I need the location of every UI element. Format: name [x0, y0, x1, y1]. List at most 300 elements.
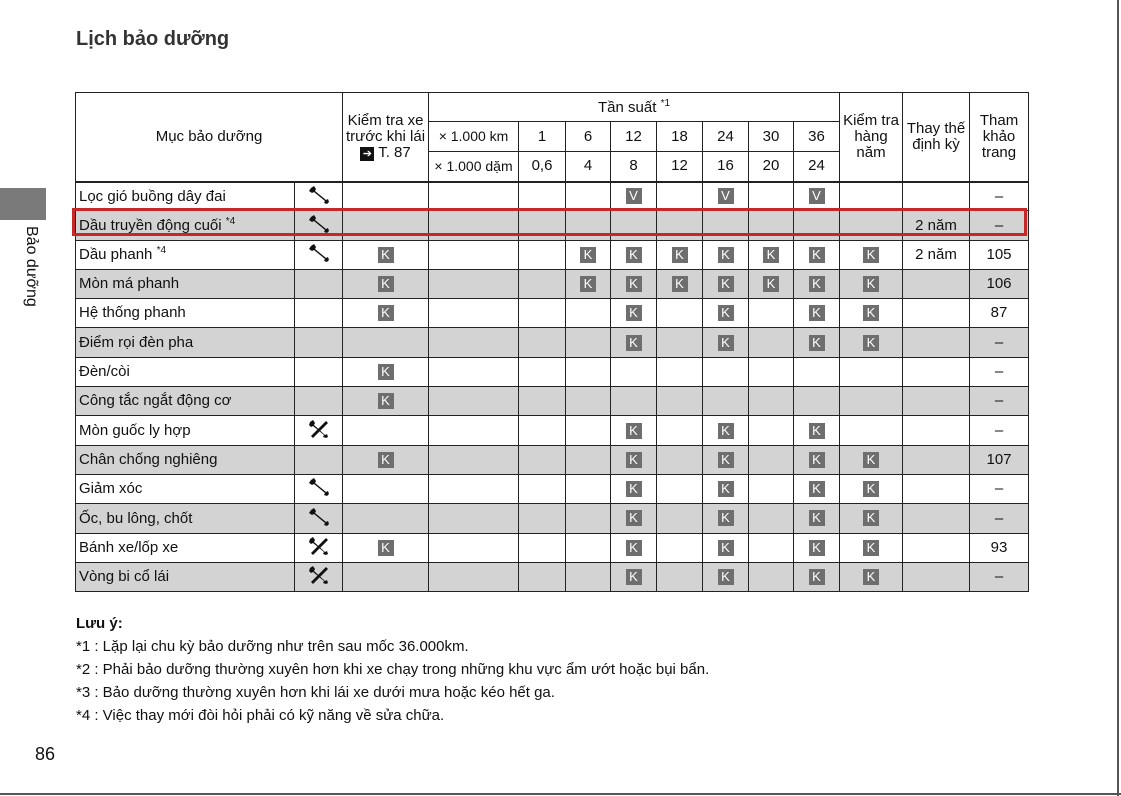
note-line: *4 : Việc thay mới đòi hỏi phải có kỹ năng về sửa chữa. — [76, 707, 445, 724]
annual-cell — [840, 416, 903, 445]
frequency-cell — [566, 211, 611, 240]
header-replace: Thay thế định kỳ — [903, 93, 970, 182]
frequency-cell — [749, 562, 794, 591]
frequency-cell — [794, 562, 840, 591]
item-name: Công tắc ngắt động cơ — [79, 392, 232, 410]
unit-blank-cell — [429, 474, 519, 503]
frequency-cell — [566, 416, 611, 445]
frequency-cell — [519, 474, 566, 503]
mile-interval-cell: 12 — [657, 152, 703, 182]
ref-page-cell: 93 — [970, 533, 1029, 562]
annual-cell — [840, 533, 903, 562]
replace-cell — [903, 182, 970, 211]
frequency-cell — [657, 416, 703, 445]
table-row — [76, 182, 1029, 211]
inspect-mark-icon: K — [809, 423, 825, 439]
frequency-cell — [519, 416, 566, 445]
notes-label: Lưu ý: — [76, 615, 123, 632]
table-row — [76, 211, 1029, 240]
frequency-cell — [703, 474, 749, 503]
inspect-mark-icon: K — [626, 540, 642, 556]
precheck-cell — [343, 299, 429, 328]
item-name-cell — [76, 182, 295, 211]
item-name: Điểm rọi đèn pha — [79, 333, 194, 351]
annual-cell — [840, 211, 903, 240]
item-name-cell — [76, 533, 295, 562]
item-note: *4 — [225, 216, 236, 228]
inspect-mark-icon: K — [809, 452, 825, 468]
frequency-cell — [703, 211, 749, 240]
item-name: Hệ thống phanh — [79, 304, 186, 322]
precheck-cell — [343, 533, 429, 562]
frequency-cell — [749, 182, 794, 211]
frequency-cell — [703, 328, 749, 357]
header-precheck-label: Kiểm tra xe trước khi lái — [345, 112, 426, 145]
replace-cell — [903, 357, 970, 386]
tool-cell — [295, 504, 343, 533]
mile-interval-cell: 8 — [611, 152, 657, 182]
page-number: 86 — [35, 744, 56, 764]
frequency-cell — [794, 240, 840, 269]
wrench-icon — [308, 514, 330, 531]
page-edge-right — [1117, 0, 1119, 796]
km-interval-cell: 6 — [566, 122, 611, 152]
frequency-cell — [794, 474, 840, 503]
item-name-cell — [76, 504, 295, 533]
precheck-cell — [343, 445, 429, 474]
frequency-cell — [611, 387, 657, 416]
annual-cell — [840, 182, 903, 211]
frequency-cell — [749, 240, 794, 269]
item-name: Đèn/còi — [79, 363, 130, 381]
frequency-cell — [657, 357, 703, 386]
frequency-cell — [611, 533, 657, 562]
tools-icon — [308, 543, 330, 560]
wrench-icon — [308, 192, 330, 209]
item-name-cell — [76, 416, 295, 445]
ref-page-cell: – — [970, 328, 1029, 357]
frequency-cell — [657, 182, 703, 211]
frequency-cell — [519, 504, 566, 533]
annual-cell — [840, 445, 903, 474]
frequency-cell — [611, 357, 657, 386]
inspect-mark-icon: K — [626, 510, 642, 526]
precheck-cell — [343, 211, 429, 240]
inspect-mark-icon: K — [626, 276, 642, 292]
precheck-cell — [343, 562, 429, 591]
item-name: Ốc, bu lông, chốt — [79, 509, 193, 527]
unit-blank-cell — [429, 328, 519, 357]
unit-blank-cell — [429, 562, 519, 591]
km-interval-cell: 18 — [657, 122, 703, 152]
frequency-cell — [611, 328, 657, 357]
frequency-cell — [611, 299, 657, 328]
item-name-cell — [76, 299, 295, 328]
frequency-cell — [703, 299, 749, 328]
table-row — [76, 474, 1029, 503]
ref-page-cell: – — [970, 387, 1029, 416]
inspect-mark-icon: K — [626, 305, 642, 321]
frequency-cell — [657, 269, 703, 298]
annual-cell — [840, 328, 903, 357]
km-interval-cell: 24 — [703, 122, 749, 152]
frequency-cell — [749, 211, 794, 240]
inspect-mark-icon: K — [718, 452, 734, 468]
frequency-cell — [749, 328, 794, 357]
mile-interval-cell: 24 — [794, 152, 840, 182]
replace-cell — [903, 269, 970, 298]
frequency-cell — [794, 357, 840, 386]
annual-cell — [840, 240, 903, 269]
inspect-mark-icon: K — [378, 305, 394, 321]
inspect-mark-icon: K — [378, 247, 394, 263]
inspect-mark-icon: K — [378, 364, 394, 380]
annual-cell — [840, 474, 903, 503]
inspect-mark-icon: K — [378, 393, 394, 409]
frequency-cell — [794, 182, 840, 211]
frequency-cell — [566, 445, 611, 474]
frequency-cell — [566, 504, 611, 533]
inspect-mark-icon: K — [863, 540, 879, 556]
ref-page-cell: 106 — [970, 269, 1029, 298]
precheck-cell — [343, 416, 429, 445]
frequency-cell — [703, 269, 749, 298]
replace-cell — [903, 474, 970, 503]
item-name-cell — [76, 562, 295, 591]
inspect-mark-icon: K — [626, 569, 642, 585]
item-name: Mòn má phanh — [79, 275, 180, 293]
unit-blank-cell — [429, 445, 519, 474]
table-row — [76, 328, 1029, 357]
unit-blank-cell — [429, 533, 519, 562]
item-name: Dầu phanh — [79, 246, 153, 264]
table-row — [76, 357, 1029, 386]
km-interval-cell: 30 — [749, 122, 794, 152]
frequency-cell — [794, 504, 840, 533]
tool-cell — [295, 328, 343, 357]
frequency-cell — [794, 211, 840, 240]
ref-page-cell: – — [970, 182, 1029, 211]
tool-cell — [295, 474, 343, 503]
frequency-cell — [611, 240, 657, 269]
inspect-mark-icon: K — [580, 247, 596, 263]
inspect-mark-icon: K — [718, 276, 734, 292]
inspect-mark-icon: K — [626, 452, 642, 468]
tool-cell — [295, 240, 343, 269]
inspect-mark-icon: K — [626, 247, 642, 263]
note-line: *1 : Lặp lại chu kỳ bảo dưỡng như trên sau mốc 36.000km. — [76, 638, 469, 655]
frequency-cell — [611, 269, 657, 298]
frequency-cell — [749, 387, 794, 416]
item-name-cell — [76, 387, 295, 416]
frequency-cell — [657, 504, 703, 533]
replace-cell: 2 năm — [903, 240, 970, 269]
tool-cell — [295, 533, 343, 562]
unit-blank-cell — [429, 504, 519, 533]
frequency-cell — [611, 474, 657, 503]
frequency-cell — [794, 533, 840, 562]
frequency-cell — [703, 504, 749, 533]
item-name: Lọc gió buồng dây đai — [79, 187, 226, 205]
ref-page-cell: 107 — [970, 445, 1029, 474]
precheck-cell — [343, 357, 429, 386]
annual-cell — [840, 357, 903, 386]
header-ref: Tham khảo trang — [970, 93, 1029, 182]
frequency-cell — [703, 445, 749, 474]
item-name-cell — [76, 474, 295, 503]
frequency-cell — [794, 328, 840, 357]
ref-page-cell: – — [970, 562, 1029, 591]
frequency-cell — [519, 562, 566, 591]
inspect-mark-icon: K — [863, 510, 879, 526]
frequency-cell — [519, 445, 566, 474]
mile-unit-label: × 1.000 dặm — [429, 152, 519, 182]
inspect-mark-icon: K — [763, 276, 779, 292]
frequency-cell — [519, 533, 566, 562]
inspect-mark-icon: K — [626, 423, 642, 439]
inspect-mark-icon: K — [718, 569, 734, 585]
table-row — [76, 533, 1029, 562]
frequency-cell — [566, 269, 611, 298]
replace-cell: 2 năm — [903, 211, 970, 240]
inspect-mark-icon: K — [718, 335, 734, 351]
tool-cell — [295, 357, 343, 386]
frequency-cell — [749, 299, 794, 328]
inspect-mark-icon: K — [809, 305, 825, 321]
inspect-mark-icon: K — [718, 423, 734, 439]
frequency-cell — [519, 211, 566, 240]
replace-cell — [903, 328, 970, 357]
inspect-mark-icon: K — [809, 276, 825, 292]
inspect-mark-icon: K — [809, 335, 825, 351]
frequency-cell — [566, 299, 611, 328]
frequency-cell — [566, 387, 611, 416]
replace-cell — [903, 562, 970, 591]
unit-blank-cell — [429, 240, 519, 269]
precheck-cell — [343, 328, 429, 357]
maintenance-schedule-table — [75, 92, 1029, 592]
ref-page-cell: – — [970, 474, 1029, 503]
frequency-cell — [657, 387, 703, 416]
inspect-mark-icon: K — [763, 247, 779, 263]
frequency-cell — [611, 562, 657, 591]
precheck-cell — [343, 240, 429, 269]
frequency-cell — [519, 328, 566, 357]
unit-blank-cell — [429, 269, 519, 298]
replace-cell — [903, 533, 970, 562]
annual-cell — [840, 299, 903, 328]
table-row — [76, 299, 1029, 328]
annual-cell — [840, 269, 903, 298]
frequency-cell — [566, 357, 611, 386]
precheck-cell — [343, 504, 429, 533]
ref-page-cell: – — [970, 357, 1029, 386]
header-precheck — [343, 93, 429, 182]
frequency-cell — [703, 357, 749, 386]
frequency-cell — [794, 299, 840, 328]
unit-blank-cell — [429, 357, 519, 386]
inspect-mark-icon: K — [378, 540, 394, 556]
inspect-mark-icon: K — [378, 276, 394, 292]
unit-blank-cell — [429, 182, 519, 211]
inspect-mark-icon: K — [863, 335, 879, 351]
frequency-cell — [566, 562, 611, 591]
frequency-cell — [611, 416, 657, 445]
item-name-cell — [76, 211, 295, 240]
tool-cell — [295, 211, 343, 240]
page-title: Lịch bảo dưỡng — [76, 28, 230, 50]
frequency-cell — [749, 357, 794, 386]
frequency-cell — [657, 211, 703, 240]
table-row — [76, 387, 1029, 416]
inspect-mark-icon: K — [718, 247, 734, 263]
item-name: Vòng bi cổ lái — [79, 568, 170, 586]
km-unit-label: × 1.000 km — [429, 122, 519, 152]
header-frequency-note: *1 — [660, 97, 671, 109]
mile-interval-cell: 16 — [703, 152, 749, 182]
item-name: Chân chống nghiêng — [79, 450, 218, 468]
tool-cell — [295, 387, 343, 416]
frequency-cell — [657, 328, 703, 357]
frequency-cell — [703, 533, 749, 562]
precheck-cell — [343, 474, 429, 503]
tools-icon — [308, 426, 330, 443]
inspect-mark-icon: K — [672, 247, 688, 263]
frequency-cell — [703, 182, 749, 211]
tool-cell — [295, 182, 343, 211]
inspect-mark-icon: K — [863, 305, 879, 321]
ref-page-cell: – — [970, 504, 1029, 533]
frequency-cell — [519, 182, 566, 211]
table-row — [76, 240, 1029, 269]
item-name: Giảm xóc — [79, 480, 143, 498]
km-interval-cell: 1 — [519, 122, 566, 152]
table-row — [76, 504, 1029, 533]
item-note: *4 — [156, 245, 167, 257]
header-annual: Kiểm tra hàng năm — [840, 93, 903, 182]
frequency-cell — [611, 445, 657, 474]
frequency-cell — [749, 445, 794, 474]
side-tab-marker — [0, 188, 46, 220]
note-line: *2 : Phải bảo dưỡng thường xuyên hơn khi xe chạy trong những khu vực ẩm ướt hoặc bụi bẩn. — [76, 661, 710, 678]
inspect-mark-icon: K — [626, 335, 642, 351]
inspect-mark-icon: K — [378, 452, 394, 468]
table-row — [76, 445, 1029, 474]
unit-blank-cell — [429, 416, 519, 445]
item-name-cell — [76, 445, 295, 474]
annual-cell — [840, 504, 903, 533]
item-name-cell — [76, 269, 295, 298]
header-frequency — [429, 93, 840, 122]
replace-mark-icon: V — [718, 188, 734, 204]
replace-cell — [903, 416, 970, 445]
annual-cell — [840, 562, 903, 591]
inspect-mark-icon: K — [809, 540, 825, 556]
mile-interval-cell: 4 — [566, 152, 611, 182]
header-item: Mục bảo dưỡng — [76, 93, 343, 182]
replace-mark-icon: V — [626, 188, 642, 204]
precheck-cell — [343, 387, 429, 416]
mile-interval-cell: 0,6 — [519, 152, 566, 182]
tool-cell — [295, 416, 343, 445]
km-interval-cell: 12 — [611, 122, 657, 152]
frequency-cell — [703, 416, 749, 445]
wrench-icon — [308, 250, 330, 267]
frequency-cell — [611, 182, 657, 211]
ref-page-cell: 105 — [970, 240, 1029, 269]
inspect-mark-icon: K — [672, 276, 688, 292]
frequency-cell — [519, 299, 566, 328]
wrench-icon — [308, 221, 330, 238]
item-name: Bánh xe/lốp xe — [79, 538, 179, 556]
frequency-cell — [657, 474, 703, 503]
item-name-cell — [76, 328, 295, 357]
frequency-cell — [519, 357, 566, 386]
table-row — [76, 562, 1029, 591]
item-name-cell — [76, 240, 295, 269]
tools-icon — [308, 572, 330, 589]
frequency-cell — [519, 269, 566, 298]
inspect-mark-icon: K — [809, 569, 825, 585]
frequency-cell — [749, 504, 794, 533]
unit-blank-cell — [429, 299, 519, 328]
arrow-right-icon: ➔ — [360, 147, 374, 161]
replace-cell — [903, 387, 970, 416]
ref-page-cell: – — [970, 211, 1029, 240]
inspect-mark-icon: K — [809, 510, 825, 526]
frequency-cell — [749, 474, 794, 503]
inspect-mark-icon: K — [626, 481, 642, 497]
frequency-cell — [566, 533, 611, 562]
ref-page-cell: 87 — [970, 299, 1029, 328]
frequency-cell — [794, 387, 840, 416]
frequency-cell — [703, 240, 749, 269]
frequency-cell — [611, 211, 657, 240]
inspect-mark-icon: K — [863, 481, 879, 497]
frequency-cell — [749, 416, 794, 445]
inspect-mark-icon: K — [809, 247, 825, 263]
inspect-mark-icon: K — [718, 481, 734, 497]
side-section-label: Bảo dưỡng — [23, 226, 40, 307]
tool-cell — [295, 445, 343, 474]
unit-blank-cell — [429, 211, 519, 240]
frequency-cell — [566, 240, 611, 269]
precheck-cell — [343, 182, 429, 211]
item-name-cell — [76, 357, 295, 386]
table-row — [76, 269, 1029, 298]
frequency-cell — [657, 533, 703, 562]
mile-interval-cell: 20 — [749, 152, 794, 182]
item-name: Mòn guốc ly hợp — [79, 421, 191, 439]
inspect-mark-icon: K — [863, 452, 879, 468]
annual-cell — [840, 387, 903, 416]
frequency-cell — [657, 240, 703, 269]
note-line: *3 : Bảo dưỡng thường xuyên hơn khi lái xe dưới mưa hoặc kéo hết ga. — [76, 684, 555, 701]
frequency-cell — [703, 562, 749, 591]
inspect-mark-icon: K — [580, 276, 596, 292]
ref-page-cell: – — [970, 416, 1029, 445]
frequency-cell — [519, 387, 566, 416]
inspect-mark-icon: K — [863, 247, 879, 263]
page-edge-bottom — [0, 793, 1121, 795]
wrench-icon — [308, 484, 330, 501]
frequency-cell — [794, 269, 840, 298]
tool-cell — [295, 299, 343, 328]
header-precheck-ref: T. 87 — [378, 143, 411, 161]
frequency-cell — [749, 533, 794, 562]
frequency-cell — [657, 562, 703, 591]
frequency-cell — [519, 240, 566, 269]
